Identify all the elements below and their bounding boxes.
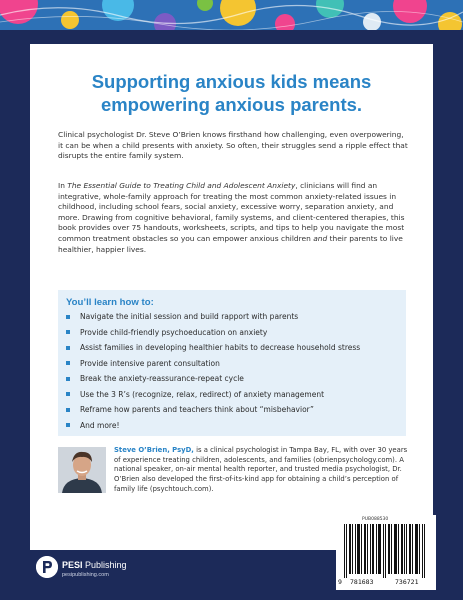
barcode-digits-group-2: 736721 [395,578,419,586]
square-bullet-icon [66,315,70,319]
publisher-name-rest: Publishing [82,560,127,570]
list-item [66,343,396,359]
barcode-digits-group-1: 781683 [350,578,374,586]
author-portrait-icon [58,447,106,493]
publisher-name [62,560,127,570]
navy-band [0,30,463,44]
pesi-logo-icon [36,556,58,578]
square-bullet-icon [66,330,70,334]
square-bullet-icon [66,377,70,381]
list-item-text: Assist families in developing healthier habits to decrease household stress [80,343,361,352]
learn-title: You’ll learn how to: [66,297,154,308]
author-photo [58,447,106,493]
isbn-barcode [342,524,430,578]
list-item-text: Reframe how parents and teachers think about “misbehavior” [80,405,314,414]
list-item-text: Break the anxiety-reassurance-repeat cycle [80,374,244,383]
description-after: their parents to live healthier, happier lives. [58,233,403,254]
intro-paragraph: Clinical psychologist Dr. Steve O’Brien knows firsthand how challenging, even overpowering, it can be when a child presents with anxiety. So often, their struggles send a ripple effect that disrupts the entire family system. [58,130,408,161]
author-bio [114,446,414,495]
barcode-digit-lead: 9 [338,578,342,586]
list-item-text: Navigate the initial session and build rapport with parents [80,312,299,321]
list-item [66,312,396,328]
cover-top-artwork [0,0,463,30]
list-item [66,390,396,406]
square-bullet-icon [66,361,70,365]
circles-artwork [0,0,463,30]
list-item-text: Provide intensive parent consultation [80,358,220,368]
square-bullet-icon [66,346,70,350]
author-bio-text: is a clinical psychologist in Tampa Bay, FL, with over 30 years of experience treating children, adolescents, and families (obrienpsychology.com). A national speaker, on-air mental health reporter, and trusted media psychologist, Dr. O’Brien also developed the first-of-its-kind app for obtaining a child’s perception of family life (psychtouch.com). [114,446,408,493]
list-item [66,374,396,390]
headline-line-1: Supporting anxious kids means [91,71,372,92]
list-item [66,328,396,344]
list-item [66,359,396,375]
square-bullet-icon [66,408,70,412]
headline [40,70,423,116]
list-item [66,421,396,437]
pesi-p-icon [36,556,58,578]
list-item-text: Provide child-friendly psychoeducation on anxiety [80,327,268,337]
square-bullet-icon [66,423,70,427]
book-title: The Essential Guide to Treating Child and Adolescent Anxiety [67,181,296,190]
list-item-text: And more! [80,420,120,430]
and-emphasis: and [313,233,328,243]
product-code: PUB088530 [362,517,389,522]
headline-line-2: empowering anxious parents. [100,94,363,115]
list-item [66,405,396,421]
publisher-name-bold: PESI [62,560,83,570]
author-name: Steve O’Brien, PsyD, [114,446,194,454]
description-mid: , clinicians will find an integrative, whole-family approach for treating the most common anxiety-related issues in childhood, including school fears, social anxiety, excessive worry, separation anxiety, and more. Drawing from cognitive behavioral, family systems, and client-centered therapies, this book provides over 75 handouts, worksheets, scripts, and tips to help you navigate the most common treatment obstacles so you can empower anxious children [58,181,405,243]
list-item-text: Use the 3 R’s (recognize, relax, redirect) of anxiety management [80,389,325,399]
description-before: In [58,181,68,190]
learn-list [66,312,396,436]
description-paragraph [58,181,410,255]
publisher-url: pesipublishing.com [62,572,109,578]
square-bullet-icon [66,392,70,396]
